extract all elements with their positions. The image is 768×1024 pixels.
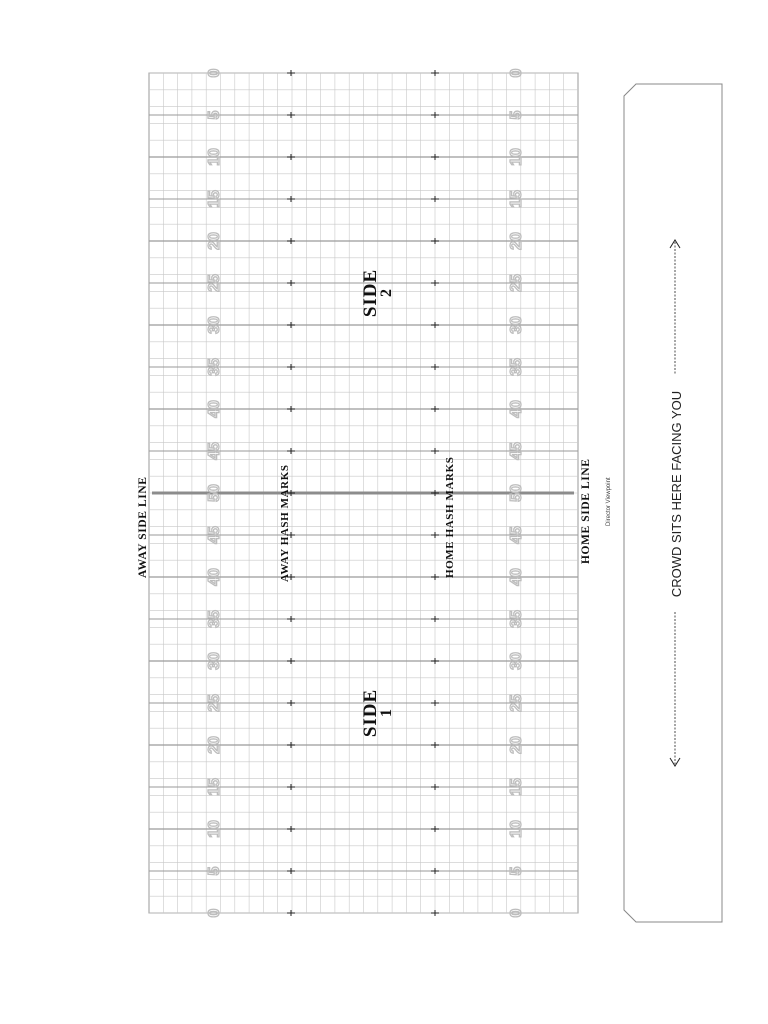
side-2-label [360, 269, 395, 317]
yard-number: 45 [206, 442, 223, 460]
yard-number: 40 [508, 568, 525, 586]
yard-number: 20 [508, 232, 525, 250]
yard-number: 20 [206, 736, 223, 754]
yard-number: 40 [206, 400, 223, 418]
yard-number: 15 [206, 190, 223, 208]
yard-number: 35 [508, 358, 525, 376]
yard-number: 10 [508, 148, 525, 166]
yard-number: 25 [508, 694, 525, 712]
yard-number: 25 [206, 694, 223, 712]
yard-number: 5 [508, 110, 525, 120]
yard-number: 25 [508, 274, 525, 292]
director-viewpoint-label: Director Viewpoint [606, 477, 612, 526]
yard-number: 45 [206, 526, 223, 544]
yard-number: 30 [206, 652, 223, 670]
yard-number: 45 [508, 442, 525, 460]
home-hash-label: HOME HASH MARKS [444, 456, 456, 578]
away-hash-label: AWAY HASH MARKS [279, 464, 291, 582]
yard-number: 0 [206, 908, 223, 918]
yard-number: 0 [206, 68, 223, 78]
side-1-number: 1 [378, 709, 395, 717]
yard-number: 30 [508, 652, 525, 670]
yard-number: 30 [508, 316, 525, 334]
yard-number: 50 [206, 484, 223, 502]
yard-number: 30 [206, 316, 223, 334]
yard-number: 0 [508, 908, 525, 918]
yard-number: 45 [508, 526, 525, 544]
yard-number: 5 [206, 866, 223, 876]
yard-number: 0 [508, 68, 525, 78]
yard-number: 15 [508, 190, 525, 208]
home-sideline-label: HOME SIDE LINE [580, 458, 592, 564]
side-1-label [360, 689, 395, 737]
yard-number: 20 [508, 736, 525, 754]
yard-number: 5 [508, 866, 525, 876]
side-2-word: SIDE [360, 268, 381, 318]
yard-number: 10 [206, 148, 223, 166]
yard-number: 10 [508, 820, 525, 838]
yard-number: 10 [206, 820, 223, 838]
away-sideline-label: AWAY SIDE LINE [137, 476, 149, 578]
yard-number: 40 [206, 568, 223, 586]
yard-number: 15 [206, 778, 223, 796]
yard-number: 35 [206, 610, 223, 628]
yard-number: 50 [508, 484, 525, 502]
crowd-label: CROWD SITS HERE FACING YOU [669, 390, 684, 598]
yard-number: 15 [508, 778, 525, 796]
yard-number: 25 [206, 274, 223, 292]
yard-number: 35 [206, 358, 223, 376]
yard-number: 35 [508, 610, 525, 628]
yard-number: 40 [508, 400, 525, 418]
side-2-number: 2 [378, 289, 395, 297]
yard-number: 5 [206, 110, 223, 120]
yard-number: 20 [206, 232, 223, 250]
side-1-word: SIDE [360, 688, 381, 738]
